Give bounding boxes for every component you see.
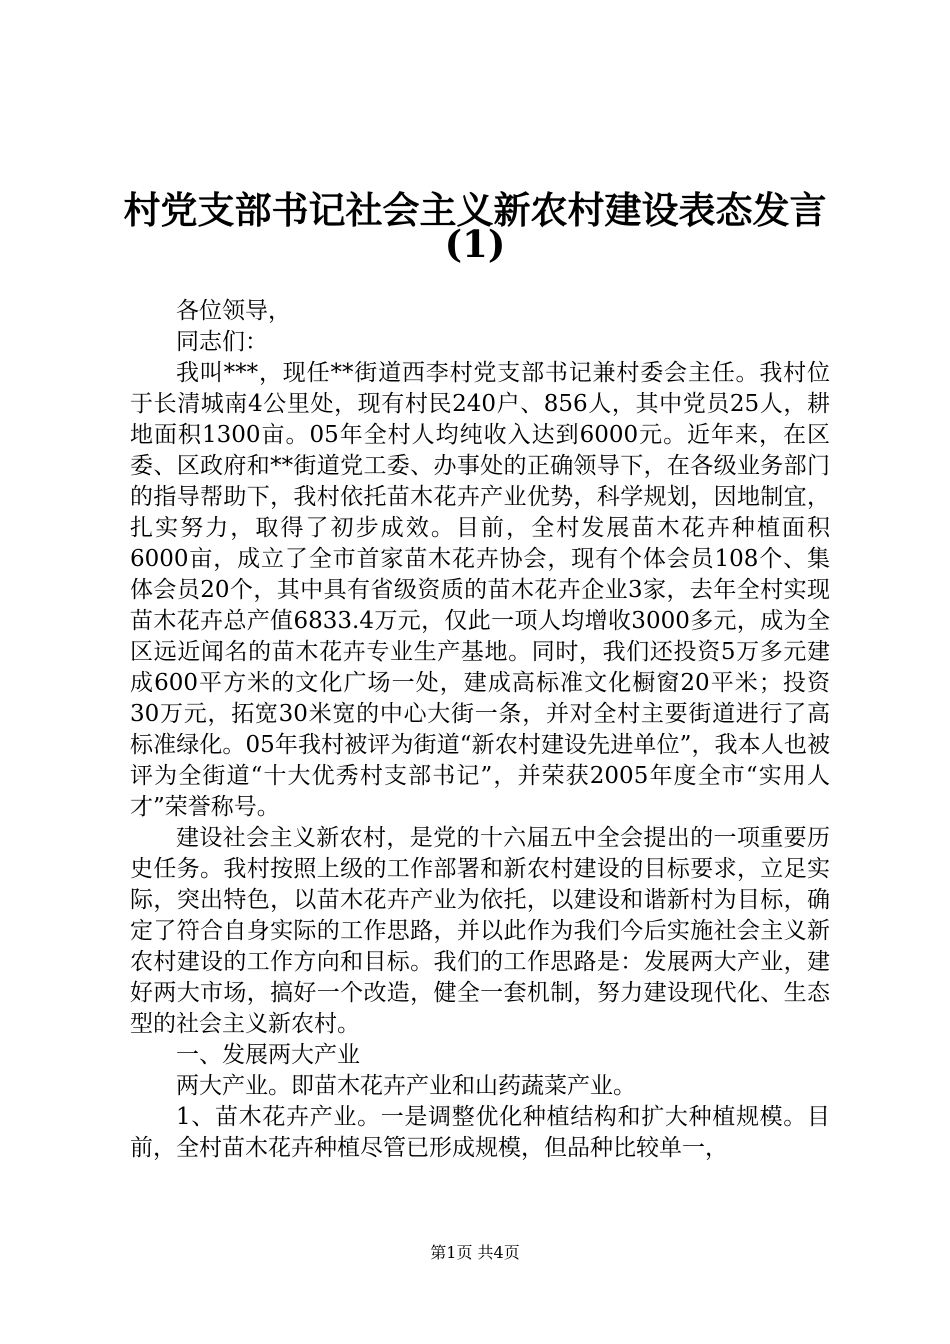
- salutation-leaders: 各位领导，: [176, 298, 291, 324]
- section-heading-industries: 一、发展两大产业: [176, 1042, 360, 1068]
- page-footer: 第1页 共4页: [430, 1243, 520, 1262]
- paragraph-seedling-industry: 1、苗木花卉产业。一是调整优化种植结构和扩大种植规模。目前，全村苗木花卉种植尽管已形成规模，但品种比较单一，: [130, 1104, 830, 1161]
- document-title-suffix: (1): [444, 222, 506, 266]
- document-title: 村党支部书记社会主义新农村建设表态发言: [123, 188, 827, 232]
- salutation-comrades: 同志们：: [176, 329, 268, 355]
- document-body: [130, 296, 830, 1164]
- paragraph-work-plan: 建设社会主义新农村，是党的十六届五中全会提出的一项重要历史任务。我村按照上级的工作部署和新农村建设的目标要求，立足实际，突出特色，以苗木花卉产业为依托，以建设和谐新村为目标，确定了符合自身实际的工作思路，并以此作为我们今后实施社会主义新农村建设的工作方向和目标。我们的工作思路是：发展两大产业，建好两大市场，搞好一个改造，健全一套机制，努力建设现代化、生态型的社会主义新农村。: [130, 825, 830, 1037]
- paragraph-introduction: 我叫***，现任**街道西李村党支部书记兼村委会主任。我村位于长清城南4公里处，现有村民240户、856人，其中党员25人，耕地面积1300亩。05年全村人均纯收入达到6000元。近年来，在区委、区政府和**街道党工委、办事处的正确领导下，在各级业务部门的指导帮助下，我村依托苗木花卉产业优势，科学规划，因地制宜，扎实努力，取得了初步成效。目前，全村发展苗木花卉种植面积6000亩，成立了全市首家苗木花卉协会，现有个体会员108个、集体会员20个，其中具有省级资质的苗木花卉企业3家，去年全村实现苗木花卉总产值6833.4万元，仅此一项人均增收3000多元，成为全区远近闻名的苗木花卉专业生产基地。同时，我们还投资5万多元建成600平方米的文化广场一处，建成高标准文化橱窗20平米；投资30万元，拓宽30米宽的中心大街一条，并对全村主要街道进行了高标准绿化。05年我村被评为街道“新农村建设先进单位”，我本人也被评为全街道“十大优秀村支部书记”，并荣获2005年度全市“实用人才”荣誉称号。: [130, 360, 830, 820]
- paragraph-two-industries: 两大产业。即苗木花卉产业和山药蔬菜产业。: [176, 1073, 636, 1099]
